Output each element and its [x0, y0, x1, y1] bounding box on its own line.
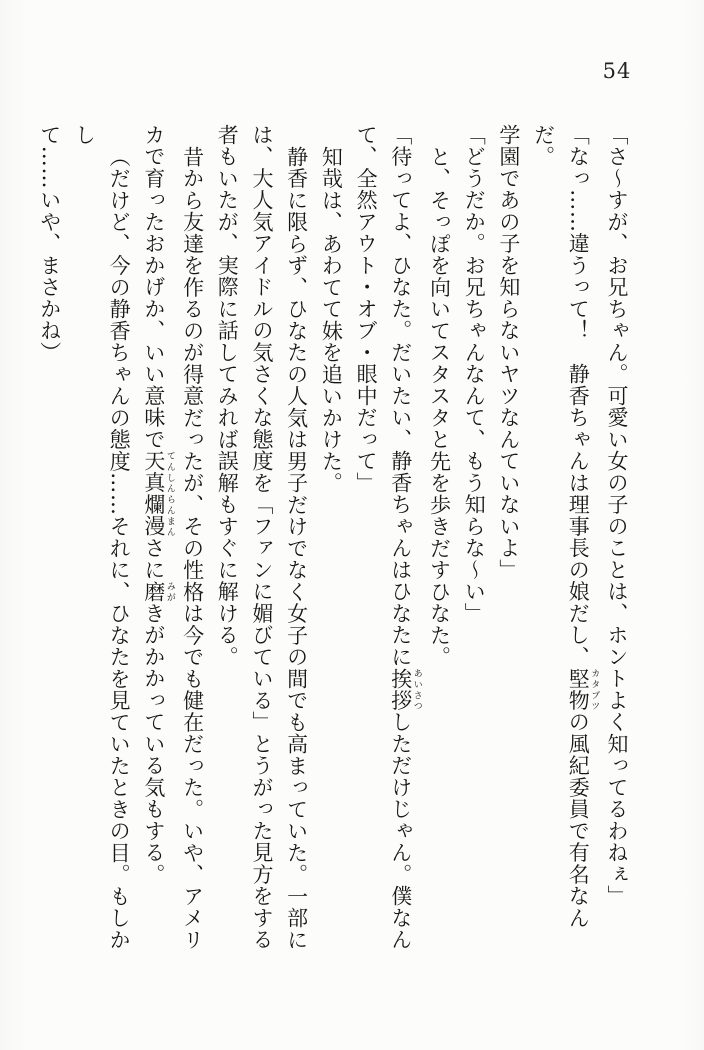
page-number: 54 [602, 59, 632, 83]
text-column: 静香に限らず、ひなたの人気は男子だけでなく女子の間でも高まっていた。一部に [284, 146, 309, 951]
ruby-annotated-text: 天真爛漫 てんしんらんまん [141, 450, 175, 538]
text-column: 「待ってよ、ひなた。だいたい、静香ちゃんはひなたに挨拶 あいさつしただけじゃん。僕なん [388, 124, 422, 951]
text-column: 「どうだか。お兄ちゃんなんて、もう知らな～い」 [462, 124, 487, 625]
ruby-annotated-text: 挨拶 あいさつ [388, 667, 422, 712]
text-column: 者もいたが、実際に話してみれば誤解もすぐに解ける。 [215, 124, 240, 668]
ruby-annotated-text: 磨 みが [141, 580, 175, 603]
text-column: （だけど、今の静香ちゃんの態度……それに、ひなたを見ていたときの目。もしかし [72, 124, 132, 951]
ruby-annotated-text: 堅物 カタブツ [566, 667, 600, 712]
text-column: は、大人気アイドルの気さくな態度を「ファンに媚びている」とうがった見方をする [249, 124, 274, 951]
text-column: 「さ～すが、お兄ちゃん。可愛い女の子のことは、ホントよく知ってるわねぇ」 [605, 124, 629, 907]
text-column: 昔から友達を作るのが得意だったが、その性格は今でも健在だった。いや、アメリ [180, 146, 205, 951]
text-column: て、全然アウト・オブ・眼中だって」 [354, 124, 379, 494]
vertical-text-block [32, 124, 634, 976]
text-column: て……いや、まさかね） [37, 124, 62, 364]
text-column: 「なっ……違うって！ 静香ちゃんは理事長の娘だし、堅物 カタブツの風紀委員で有名なんだ。 [531, 124, 600, 929]
text-column: 知哉は、あわてて妹を追いかけた。 [319, 146, 344, 494]
text-column: 学園であの子を知らないヤツなんていないよ」 [496, 124, 521, 581]
text-column: と、そっぽを向いてスタスタと先を歩きだすひなた。 [427, 146, 452, 668]
text-column: カで育ったおかげか、いい意味で天真爛漫 てんしんらんまんさに磨 みがきがかかっている気もする。 [141, 124, 175, 886]
